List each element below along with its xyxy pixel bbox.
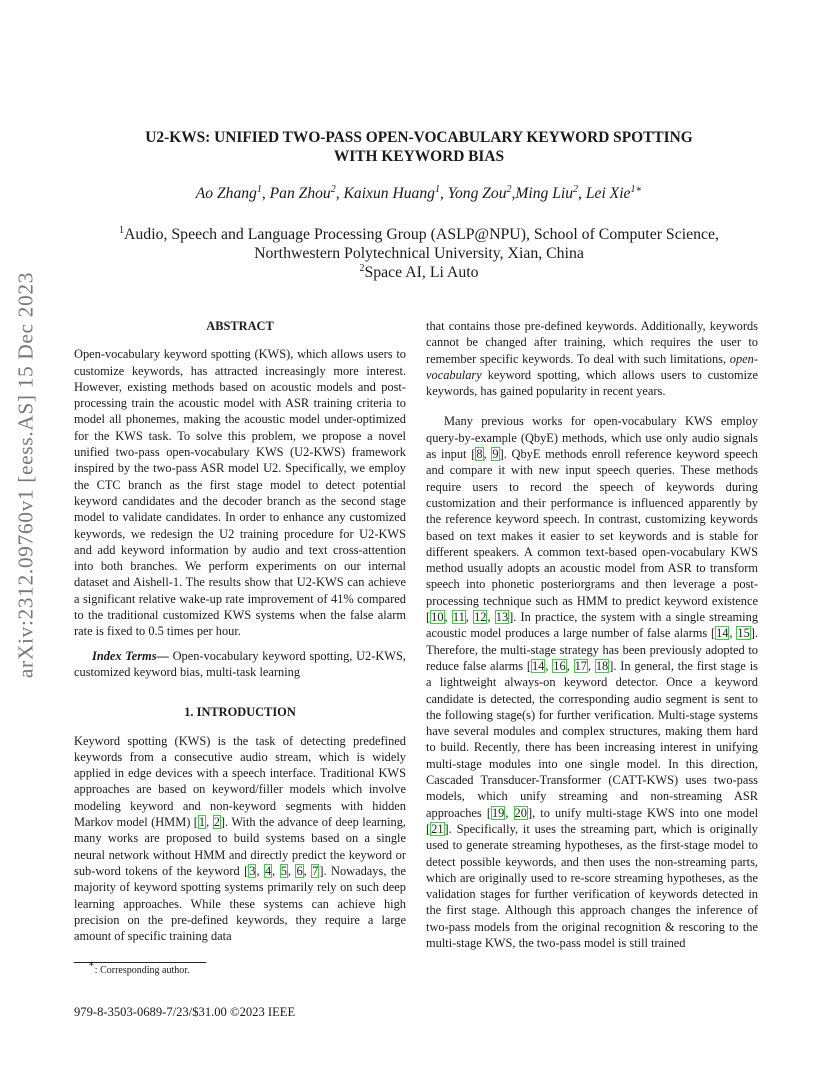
affiliation-mark: 1 xyxy=(434,184,440,195)
citation-link[interactable]: 15 xyxy=(737,626,750,641)
affiliation-mark: 1 xyxy=(119,225,124,236)
index-terms-text: Open-vocabulary keyword spotting, U2-KWS, customized keyword bias, multi-task learning xyxy=(74,648,406,679)
title-line-1: U2-KWS: UNIFIED TWO-PASS OPEN-VOCABULARY KEYWORD SPOTTING xyxy=(145,129,693,146)
citation-link[interactable]: 7 xyxy=(312,863,319,878)
citation-link[interactable]: 3 xyxy=(249,863,256,878)
citation-link[interactable]: 10 xyxy=(431,610,444,625)
footnote xyxy=(88,959,190,976)
citation-link[interactable]: 6 xyxy=(296,863,303,878)
paper-title xyxy=(100,128,738,166)
citation-link[interactable]: 2 xyxy=(213,815,220,830)
citation-link[interactable]: 5 xyxy=(280,863,287,878)
affiliation-mark: 1 xyxy=(256,184,262,195)
title-line-2: WITH KEYWORD BIAS xyxy=(333,148,505,165)
index-terms-label: Index Terms— xyxy=(92,648,169,663)
citation-link[interactable]: 20 xyxy=(514,805,527,820)
body-text: ]. In general, the first stage is a lightweight always-on keyword detector. Once a keyword candidate is detected, the corresponding audio segment is sent to the following stage(s) for further verification. Multi-stage systems have several modules and complex structures, making them hard to build. Recently, there has been increasing interest in unifying multi-stage modules into one single model. In this direction, Cascaded Transducer-Transformer (CATT-KWS) uses two-pass models, which unify streaming and non-streaming ASR approaches [ xyxy=(426,658,758,820)
footnote-mark: ∗ xyxy=(88,959,95,970)
citation-link[interactable]: 14 xyxy=(716,626,729,641)
citation-link[interactable]: 1 xyxy=(198,815,206,830)
arxiv-identifier xyxy=(2,271,50,679)
affiliation-mark: 2 xyxy=(359,263,365,274)
affiliation-mark: 2 xyxy=(573,184,579,195)
introduction-paragraph-1-continued xyxy=(426,318,758,399)
affiliation-line-1 xyxy=(80,225,758,244)
citation-link[interactable]: 4 xyxy=(264,863,272,878)
affiliation-line-3 xyxy=(80,263,758,282)
body-text: ]. With the advance of deep learning, many works are proposed to build systems based on a single neural network without HMM and directly predict the keyword or sub-word tokens of the keyword [ xyxy=(74,815,407,878)
body-text: ]. Nowadays, the majority of keyword spotting systems primarily rely on such deep learning approaches. While these systems can achieve high precision on the pre-defined keywords, they require a large amount of specific training data xyxy=(74,863,406,944)
body-text: Keyword spotting (KWS) is the task of detecting predefined keywords from a consecutive audio stream, which is widely applied in edge devices with a speech interface. Traditional KWS approaches are based on keyword/filler models which involve modeling keyword and non-keyword segments with hidden Markov model (HMM) [ xyxy=(74,733,406,830)
introduction-paragraph-1: Keyword spotting (KWS) is the task of detecting predefined keywords from a consecutive audio stream, which is widely applied in edge devices with a speech interface. Traditional KWS approaches are based on keyword/filler models which involve modeling keyword and non-keyword segments with hidden Markov model (HMM) [1, 2]. With the advance of deep learning, many works are proposed to build systems based on a single neural network without HMM and directly predict the keyword or sub-word tokens of the keyword [3, 4, 5, 6, 7]. Nowadays, the majority of keyword spotting systems primarily rely on such deep learning approaches. While these systems can achieve high precision on the pre-defined keywords, they require a large amount of specific training data xyxy=(74,733,407,944)
abstract-heading: ABSTRACT xyxy=(206,319,274,333)
copyright-notice: 979-8-3503-0689-7/23/$31.00 ©2023 IEEE xyxy=(74,1005,296,1019)
citation-link[interactable]: 14 xyxy=(531,658,545,673)
citation-link[interactable]: 17 xyxy=(574,658,587,673)
citation-link[interactable]: 12 xyxy=(474,610,487,625)
affiliation-text: Space AI, Li Auto xyxy=(364,264,479,281)
body-text: ]. In practice, the system with a single streaming acoustic model produces a large number of false alarms [ xyxy=(426,610,759,641)
emphasis-text: open-vocabulary xyxy=(426,351,758,382)
affiliation-mark: 2 xyxy=(506,184,512,195)
affiliations xyxy=(80,225,758,282)
affiliation-text: Audio, Speech and Language Processing Group (ASLP@NPU), School of Computer Science, xyxy=(124,226,719,243)
citation-link[interactable]: 18 xyxy=(595,658,609,673)
affiliation-mark: 2 xyxy=(330,184,336,195)
citation-link[interactable]: 8 xyxy=(476,447,483,462)
body-text: ]. QbyE methods enroll reference keyword speech and compare it with new input speech queries. These methods require users to record the speech of keywords during customization and their performance is influenced apparently by the reference keyword speech. In contrast, customizing keywords based on text makes it easier to set keywords and is stable for different speakers. A common text-based open-vocabulary KWS method usually adopts an acoustic model from ASR to transform speech into phonetic posteriorgrams and then leverage a post-processing technique such as HMM to predict keyword existence [ xyxy=(426,447,758,625)
citation-link[interactable]: 21 xyxy=(431,821,444,836)
body-text: keyword spotting, which allows users to customize keywords, has gained popularity in recent years. xyxy=(426,367,758,399)
author-name: , Lei Xie xyxy=(578,185,631,202)
affiliation-line-2: Northwestern Polytechnical University, Xian, China xyxy=(254,245,584,262)
author-name: , Yong Zou xyxy=(439,185,507,202)
citation-link[interactable]: 9 xyxy=(492,447,499,462)
arxiv-identifier-text: arXiv:2312.09760v1 [eess.AS] 15 Dec 2023 xyxy=(13,271,38,679)
author-name: , Kaixun Huang xyxy=(335,185,435,202)
citation-link[interactable]: 19 xyxy=(491,805,505,820)
body-text: that contains those pre-defined keywords. Additionally, keywords cannot be changed after training, which requires the user to remember specific keywords. To deal with such limitations, xyxy=(426,319,758,366)
introduction-heading: 1. INTRODUCTION xyxy=(184,705,296,720)
citation-link[interactable]: 16 xyxy=(553,658,566,673)
citation-link[interactable]: 11 xyxy=(452,610,465,625)
right-column xyxy=(426,318,758,951)
abstract-text: Open-vocabulary keyword spotting (KWS), which allows users to customize keywords, has attracted increasingly more interest. However, existing methods based on acoustic models and post-processing train the acoustic model with ASR training criteria to model all phonemes, making the acoustic model under-optimized for the KWS task. To solve this problem, we propose a novel unified two-pass open-vocabulary KWS (U2-KWS) framework inspired by the two-pass ASR model U2. Specifically, we employ the CTC branch as the first stage model to detect potential keyword candidates and the decoder branch as the second stage model to validate candidates. In order to enhance any customized keywords, we redesign the U2 training procedure for U2-KWS and add keyword information by audio and text cross-attention into both branches. We perform experiments on our internal dataset and Aishell-1. The results show that U2-KWS can achieve a significant relative wake-up rate improvement of 41% compared to the traditional customized KWS systems when the false alarm rate is fixed to 0.5 times per hour. xyxy=(74,347,406,639)
left-column xyxy=(74,318,406,944)
footnote-text: : Corresponding author. xyxy=(94,965,190,976)
body-text: ]. Specifically, it uses the streaming part, which is originally used to generate streaming hypotheses, as the first-stage model to detect possible keywords, and then uses the non-streaming parts, which are originally used to re-score streaming hypotheses, as the validation stages for further verification of keywords detected in the first stage. Although this approach changes the inference of two-pass models from the original recognition & rescoring to the multi-stage KWS, the two-pass model is still trained xyxy=(426,821,758,950)
author-name: ,Ming Liu xyxy=(511,185,574,202)
citation-link[interactable]: 13 xyxy=(495,610,509,625)
author-name: , Pan Zhou xyxy=(261,185,331,202)
author-list xyxy=(100,185,738,203)
author-name: Ao Zhang xyxy=(195,185,257,202)
affiliation-mark: 1∗ xyxy=(630,184,643,195)
index-terms xyxy=(74,648,406,681)
body-text: ]. Therefore, the multi-stage strategy has been previously adopted to reduce false alarms [ xyxy=(426,626,758,673)
body-text: Many previous works for open-vocabulary KWS employ query-by-example (QbyE) methods, which use only audio signals as input [ xyxy=(426,414,758,462)
body-text: ], to unify multi-stage KWS into one model [ xyxy=(426,805,759,836)
introduction-paragraph-2: Many previous works for open-vocabulary KWS employ query-by-example (QbyE) methods, which use only audio signals as input [8, 9]. QbyE methods enroll reference keyword speech and compare it with new input speech queries. These methods require users to record the speech of keywords during customization and their performance is influenced apparently by the reference keyword speech. In contrast, customizing keywords based on text makes it easier to set keywords and is stable for different speakers. A common text-based open-vocabulary KWS method usually adopts an acoustic model from ASR to transform speech into phonetic posteriorgrams and then leverage a post-processing technique such as HMM to predict keyword existence [10, 11, 12, 13]. In practice, the system with a single streaming acoustic model produces a large number of false alarms [14, 15]. Therefore, the multi-stage strategy has been previously adopted to reduce false alarms [14, 16, 17, 18]. In general, the first stage is a lightweight always-on keyword detector. Once a keyword candidate is detected, the corresponding audio segment is sent to the following stage(s) for further verification. Multi-stage systems have several modules and complex structures, making them hard to build. Recently, there has been increasing interest in unifying multi-stage modules into one single model. In this direction, Cascaded Transducer-Transformer (CATT-KWS) uses two-pass models, which unify streaming and non-streaming ASR approaches [19, 20], to unify multi-stage KWS into one model [21]. Specifically, it uses the streaming part, which is originally used to generate streaming hypotheses, as the first-stage model to detect possible keywords, and then uses the non-streaming parts, which are originally used to re-score streaming hypotheses, as the validation stages for further verification of keywords detected in the first stage. Although this approach changes the inference of two-pass models from the original recognition & rescoring to the multi-stage KWS, the two-pass model is still trained xyxy=(426,414,759,950)
